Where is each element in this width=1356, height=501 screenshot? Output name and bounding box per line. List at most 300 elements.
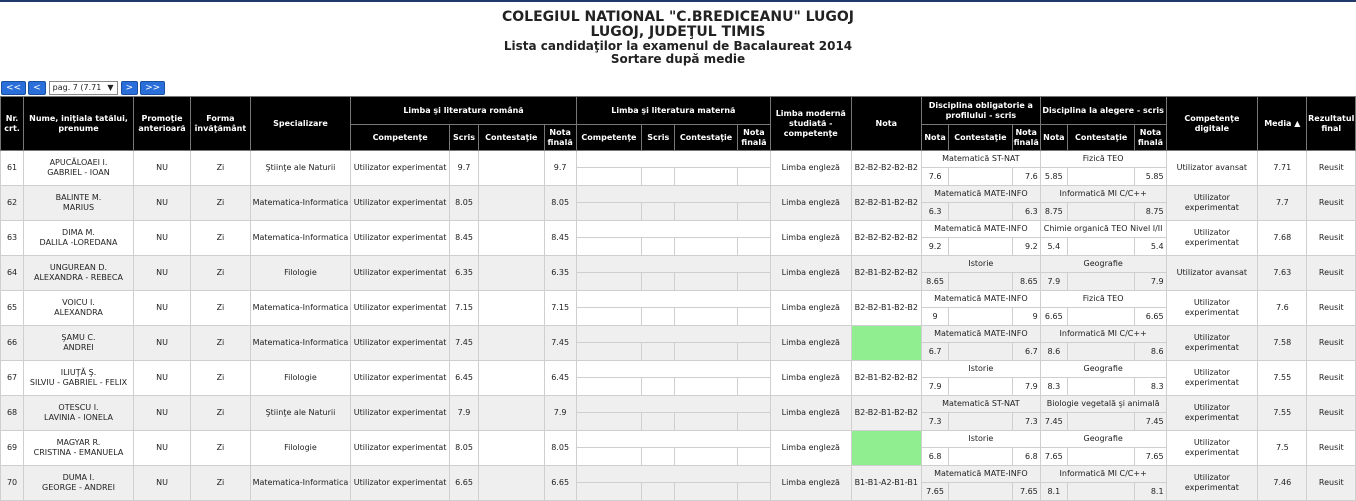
row-nota: B2-B1-B2-B2-B2 (851, 256, 921, 291)
row-ale-nf: 7.9 (1135, 273, 1166, 291)
col-lrom-comp: Competenţe (351, 125, 450, 151)
row-obl-nota: 9 (921, 308, 948, 326)
row-name (24, 431, 134, 466)
row-lmat-cont (675, 413, 737, 431)
row-name (24, 221, 134, 256)
row-obl-subject: Matematică MATE-INFO (921, 186, 1040, 203)
prev-page-button[interactable]: < (28, 81, 46, 95)
row-lmat-scris (642, 378, 675, 396)
row-obl-cont (949, 273, 1012, 291)
row-lmat-top (576, 151, 770, 168)
first-page-button[interactable]: << (1, 81, 26, 95)
row-ale-subject: Informatică MI C/C++ (1040, 326, 1166, 343)
row-lmat-top (576, 466, 770, 483)
row-specializare: Matematica-Informatica (250, 186, 351, 221)
row-obl-cont (949, 238, 1012, 256)
col-alegere: Disciplina la alegere - scris (1040, 97, 1166, 125)
row-lrom-cont (479, 186, 544, 221)
row-ale-nf: 8.1 (1135, 483, 1166, 501)
row-rezultat: Reusit (1307, 151, 1356, 186)
row-specializare: Filologie (250, 256, 351, 291)
row-lmat-cont (675, 238, 737, 256)
list-title: Lista candidaţilor la examenul de Bacalaureat 2014 (503, 39, 853, 53)
row-nr: 66 (1, 326, 24, 361)
row-forma: Zi (191, 431, 250, 466)
col-obligatorie: Disciplina obligatorie a profilului - scris (921, 97, 1040, 125)
row-nota: B2-B1-B2-B2-B2 (851, 361, 921, 396)
row-rezultat: Reusit (1307, 291, 1356, 326)
row-ale-nota: 8.75 (1040, 203, 1067, 221)
row-lmat-nf (737, 483, 770, 501)
row-obl-nf: 8.65 (1012, 273, 1040, 291)
row-lmod: Limba engleză (771, 151, 852, 186)
table-row (1, 396, 1356, 413)
row-nr: 61 (1, 151, 24, 186)
row-lmat-nf (737, 343, 770, 361)
row-ale-nf: 7.65 (1135, 448, 1166, 466)
pagination (1, 80, 167, 95)
row-lmod: Limba engleză (771, 221, 852, 256)
row-obl-cont (949, 308, 1012, 326)
row-lmod: Limba engleză (771, 326, 852, 361)
results-table (0, 96, 1356, 501)
row-obl-subject: Istorie (921, 361, 1040, 378)
row-obl-subject: Istorie (921, 431, 1040, 448)
row-lmat-cont (675, 273, 737, 291)
row-lmat-nf (737, 168, 770, 186)
row-forma: Zi (191, 466, 250, 501)
row-obl-nota: 6.7 (921, 343, 948, 361)
row-lrom-nf: 6.35 (544, 256, 576, 291)
row-nota (851, 431, 921, 466)
row-obl-cont (949, 168, 1012, 186)
row-name (24, 291, 134, 326)
row-ale-subject: Geografie (1040, 256, 1166, 273)
row-promotie: NU (133, 291, 190, 326)
row-obl-nf: 9.2 (1012, 238, 1040, 256)
row-lrom-comp: Utilizator experimentat (351, 326, 450, 361)
row-obl-nota: 6.3 (921, 203, 948, 221)
row-forma: Zi (191, 256, 250, 291)
row-lmat-comp (576, 168, 641, 186)
row-media: 7.55 (1258, 361, 1307, 396)
last-page-button[interactable]: >> (140, 81, 165, 95)
table-row (1, 221, 1356, 238)
row-nota: B2-B2-B1-B2-B2 (851, 186, 921, 221)
col-forma: Forma învăţământ (191, 97, 250, 151)
row-obl-nf: 6.7 (1012, 343, 1040, 361)
row-ale-nf: 8.3 (1135, 378, 1166, 396)
row-ale-cont (1067, 273, 1134, 291)
row-lrom-scris: 7.9 (449, 396, 478, 431)
row-name-initial: ŞAMU C. (61, 333, 96, 342)
row-ale-subject: Biologie vegetală şi animală (1040, 396, 1166, 413)
row-lrom-comp: Utilizator experimentat (351, 466, 450, 501)
row-specializare: Ştiinţe ale Naturii (250, 396, 351, 431)
row-ale-cont (1067, 483, 1134, 501)
row-lmat-top (576, 186, 770, 203)
row-specializare: Matematica-Informatica (250, 221, 351, 256)
row-ale-subject: Geografie (1040, 361, 1166, 378)
row-ale-subject: Geografie (1040, 431, 1166, 448)
row-obl-cont (949, 378, 1012, 396)
page-select-value: pag. 7 (7.71 (52, 82, 102, 92)
row-promotie: NU (133, 361, 190, 396)
row-lmat-nf (737, 413, 770, 431)
row-lmat-nf (737, 378, 770, 396)
row-ale-subject: Informatică MI C/C++ (1040, 466, 1166, 483)
row-lrom-nf: 6.45 (544, 361, 576, 396)
row-digitale: Utilizator experimentat (1166, 361, 1258, 396)
row-lmod: Limba engleză (771, 186, 852, 221)
row-digitale: Utilizator experimentat (1166, 466, 1258, 501)
row-lmat-comp (576, 203, 641, 221)
row-obl-nf: 6.3 (1012, 203, 1040, 221)
row-lmat-nf (737, 238, 770, 256)
row-lmat-top (576, 221, 770, 238)
row-lmat-top (576, 431, 770, 448)
row-lmat-cont (675, 483, 737, 501)
row-digitale: Utilizator experimentat (1166, 431, 1258, 466)
row-name-first: GEORGE - ANDREI (42, 483, 115, 492)
page-header (0, 9, 1356, 66)
row-nota: B2-B2-B2-B2-B2 (851, 151, 921, 186)
row-lrom-nf: 8.05 (544, 431, 576, 466)
row-lrom-scris: 8.05 (449, 431, 478, 466)
row-nr: 64 (1, 256, 24, 291)
row-obl-subject: Matematică ST-NAT (921, 396, 1040, 413)
row-ale-nota: 8.1 (1040, 483, 1067, 501)
row-specializare: Filologie (250, 361, 351, 396)
row-lmat-nf (737, 203, 770, 221)
row-lmat-scris (642, 308, 675, 326)
page-select[interactable] (49, 81, 118, 95)
row-lrom-cont (479, 396, 544, 431)
row-lrom-nf: 8.05 (544, 186, 576, 221)
row-rezultat: Reusit (1307, 466, 1356, 501)
col-lrom-nf: Nota finală (544, 125, 576, 151)
row-rezultat: Reusit (1307, 361, 1356, 396)
row-promotie: NU (133, 256, 190, 291)
row-obl-cont (949, 448, 1012, 466)
row-ale-subject: Chimie organică TEO Nivel I/II (1040, 221, 1166, 238)
table-row (1, 291, 1356, 308)
row-name-first: SILVIU - GABRIEL - FELIX (29, 378, 128, 387)
row-obl-nota: 7.3 (921, 413, 948, 431)
row-specializare: Matematica-Informatica (250, 291, 351, 326)
row-forma: Zi (191, 396, 250, 431)
row-lmat-comp (576, 343, 641, 361)
row-specializare: Ştiinţe ale Naturii (250, 151, 351, 186)
row-ale-nf: 5.85 (1135, 168, 1166, 186)
row-lmat-scris (642, 273, 675, 291)
row-obl-nota: 8.65 (921, 273, 948, 291)
table-row (1, 186, 1356, 203)
row-lmat-comp (576, 378, 641, 396)
row-obl-nota: 7.9 (921, 378, 948, 396)
row-lmat-scris (642, 448, 675, 466)
table-row (1, 326, 1356, 343)
row-ale-cont (1067, 238, 1134, 256)
row-digitale: Utilizator experimentat (1166, 186, 1258, 221)
col-lmat-comp: Competenţe (576, 125, 641, 151)
col-digitale: Competenţe digitale (1166, 97, 1258, 151)
col-ale-nota: Nota (1040, 125, 1067, 151)
row-ale-nota: 8.6 (1040, 343, 1067, 361)
col-obl-nf: Nota finală (1012, 125, 1040, 151)
row-digitale: Utilizator experimentat (1166, 221, 1258, 256)
row-media: 7.68 (1258, 221, 1307, 256)
row-ale-nota: 7.45 (1040, 413, 1067, 431)
row-forma: Zi (191, 361, 250, 396)
next-page-button[interactable]: > (121, 81, 139, 95)
row-name-first: CRISTINA - EMANUELA (33, 448, 124, 457)
row-promotie: NU (133, 431, 190, 466)
row-lmat-cont (675, 448, 737, 466)
row-obl-subject: Matematică MATE-INFO (921, 291, 1040, 308)
row-lrom-cont (479, 326, 544, 361)
row-ale-nota: 7.65 (1040, 448, 1067, 466)
row-lmat-cont (675, 343, 737, 361)
row-rezultat: Reusit (1307, 431, 1356, 466)
row-name-initial: DUMA I. (62, 473, 95, 482)
col-lmat-scris: Scris (642, 125, 675, 151)
row-lrom-scris: 8.05 (449, 186, 478, 221)
row-digitale: Utilizator avansat (1166, 151, 1258, 186)
col-obl-cont: Contestaţie (949, 125, 1012, 151)
row-ale-nf: 8.6 (1135, 343, 1166, 361)
row-ale-nota: 7.9 (1040, 273, 1067, 291)
row-lmat-cont (675, 203, 737, 221)
row-rezultat: Reusit (1307, 256, 1356, 291)
row-ale-nf: 5.4 (1135, 238, 1166, 256)
sort-label: Sortare după medie (610, 52, 746, 66)
table-row (1, 256, 1356, 273)
row-name-first: MARIUS (62, 203, 95, 212)
row-nr: 63 (1, 221, 24, 256)
row-obl-cont (949, 343, 1012, 361)
row-lrom-nf: 8.45 (544, 221, 576, 256)
row-media: 7.7 (1258, 186, 1307, 221)
row-ale-nf: 8.75 (1135, 203, 1166, 221)
row-name-initial: VOICU I. (62, 298, 95, 307)
row-promotie: NU (133, 466, 190, 501)
row-obl-nota: 9.2 (921, 238, 948, 256)
row-lmat-nf (737, 273, 770, 291)
row-lrom-scris: 7.15 (449, 291, 478, 326)
col-lrom-cont: Contestaţie (479, 125, 544, 151)
row-ale-cont (1067, 203, 1134, 221)
row-lmat-cont (675, 378, 737, 396)
row-lmat-nf (737, 308, 770, 326)
row-lmat-cont (675, 168, 737, 186)
row-lmat-scris (642, 168, 675, 186)
row-obl-nota: 6.8 (921, 448, 948, 466)
row-obl-cont (949, 203, 1012, 221)
row-promotie: NU (133, 221, 190, 256)
row-lrom-cont (479, 361, 544, 396)
row-lrom-scris: 6.45 (449, 361, 478, 396)
col-nr: Nr. crt. (1, 97, 24, 151)
row-lmat-nf (737, 448, 770, 466)
row-lrom-scris: 6.35 (449, 256, 478, 291)
row-obl-subject: Matematică ST-NAT (921, 151, 1040, 168)
chevron-down-icon: ▼ (107, 82, 114, 92)
row-forma: Zi (191, 186, 250, 221)
row-forma: Zi (191, 291, 250, 326)
row-lmat-comp (576, 413, 641, 431)
col-lmat-nf: Nota finală (737, 125, 770, 151)
results-body (1, 151, 1356, 501)
row-name-initial: BALINTE M. (55, 193, 102, 202)
col-lmod: Limba modernă studiată - competenţe (771, 97, 852, 151)
col-media-sort[interactable]: Media ▲ (1258, 97, 1307, 151)
row-lrom-nf: 7.15 (544, 291, 576, 326)
row-name-first: ANDREI (63, 343, 94, 352)
row-nota: B2-B2-B1-B2-B2 (851, 291, 921, 326)
row-lrom-scris: 8.45 (449, 221, 478, 256)
row-nota: B2-B2-B1-B2-B2 (851, 396, 921, 431)
row-rezultat: Reusit (1307, 221, 1356, 256)
row-name (24, 186, 134, 221)
row-name (24, 256, 134, 291)
row-lrom-comp: Utilizator experimentat (351, 396, 450, 431)
row-lrom-cont (479, 466, 544, 501)
row-obl-nf: 7.3 (1012, 413, 1040, 431)
row-ale-subject: Informatică MI C/C++ (1040, 186, 1166, 203)
row-ale-nota: 5.4 (1040, 238, 1067, 256)
row-lmat-comp (576, 448, 641, 466)
row-lmod: Limba engleză (771, 361, 852, 396)
row-ale-cont (1067, 308, 1134, 326)
row-name (24, 396, 134, 431)
row-lmod: Limba engleză (771, 431, 852, 466)
row-ale-subject: Fizică TEO (1040, 151, 1166, 168)
row-lrom-comp: Utilizator experimentat (351, 291, 450, 326)
row-lmat-comp (576, 238, 641, 256)
row-obl-nf: 7.6 (1012, 168, 1040, 186)
row-obl-nf: 7.9 (1012, 378, 1040, 396)
school-location: LUGOJ, JUDEŢUL TIMIS (590, 24, 766, 40)
row-media: 7.55 (1258, 396, 1307, 431)
row-forma: Zi (191, 151, 250, 186)
row-media: 7.6 (1258, 291, 1307, 326)
row-obl-subject: Matematică MATE-INFO (921, 221, 1040, 238)
row-ale-nf: 6.65 (1135, 308, 1166, 326)
col-specializare: Specializare (250, 97, 351, 151)
row-lrom-scris: 6.65 (449, 466, 478, 501)
row-promotie: NU (133, 326, 190, 361)
row-nota: B2-B2-B2-B2-B2 (851, 221, 921, 256)
row-lrom-cont (479, 256, 544, 291)
row-lmat-scris (642, 483, 675, 501)
row-obl-cont (949, 413, 1012, 431)
row-name-first: LAVINIA - IONELA (43, 413, 114, 422)
table-row (1, 361, 1356, 378)
row-lrom-cont (479, 291, 544, 326)
row-obl-subject: Istorie (921, 256, 1040, 273)
row-obl-nota: 7.6 (921, 168, 948, 186)
row-lmod: Limba engleză (771, 291, 852, 326)
row-lmod: Limba engleză (771, 396, 852, 431)
row-lmat-top (576, 361, 770, 378)
row-name-first: DALILA -LOREDANA (39, 238, 118, 247)
row-obl-subject: Matematică MATE-INFO (921, 326, 1040, 343)
row-digitale: Utilizator experimentat (1166, 326, 1258, 361)
row-forma: Zi (191, 326, 250, 361)
row-ale-cont (1067, 168, 1134, 186)
table-row (1, 466, 1356, 483)
row-media: 7.63 (1258, 256, 1307, 291)
row-media: 7.46 (1258, 466, 1307, 501)
row-name-initial: OTESCU I. (58, 403, 99, 412)
row-name-first: ALEXANDRA (54, 308, 103, 317)
row-lrom-nf: 6.65 (544, 466, 576, 501)
row-lmat-top (576, 291, 770, 308)
col-lrom-scris: Scris (449, 125, 478, 151)
row-lrom-scris: 9.7 (449, 151, 478, 186)
col-promotie: Promoţie anterioară (133, 97, 190, 151)
col-lrom: Limba şi literatura română (351, 97, 576, 125)
row-rezultat: Reusit (1307, 326, 1356, 361)
row-lrom-comp: Utilizator experimentat (351, 256, 450, 291)
row-lmat-scris (642, 413, 675, 431)
row-lrom-comp: Utilizator experimentat (351, 186, 450, 221)
row-lrom-nf: 9.7 (544, 151, 576, 186)
row-name-initial: UNGUREAN D. (49, 263, 108, 272)
row-promotie: NU (133, 396, 190, 431)
row-name-first: ALEXANDRA - REBECA (34, 273, 123, 282)
row-nr: 67 (1, 361, 24, 396)
row-lmat-comp (576, 273, 641, 291)
row-ale-cont (1067, 413, 1134, 431)
row-lmat-cont (675, 308, 737, 326)
row-obl-nf: 7.65 (1012, 483, 1040, 501)
row-nr: 70 (1, 466, 24, 501)
row-name (24, 151, 134, 186)
table-row (1, 151, 1356, 168)
table-row (1, 431, 1356, 448)
row-lmat-comp (576, 483, 641, 501)
row-lrom-comp: Utilizator experimentat (351, 431, 450, 466)
top-border (0, 0, 1356, 2)
row-lrom-cont (479, 431, 544, 466)
row-lrom-comp: Utilizator experimentat (351, 221, 450, 256)
row-nr: 68 (1, 396, 24, 431)
row-lmat-scris (642, 343, 675, 361)
col-lmat-cont: Contestaţie (675, 125, 737, 151)
row-lmod: Limba engleză (771, 256, 852, 291)
row-lmat-comp (576, 308, 641, 326)
row-lrom-nf: 7.9 (544, 396, 576, 431)
row-name-first: GABRIEL - IOAN (47, 168, 110, 177)
row-obl-cont (949, 483, 1012, 501)
row-lmat-top (576, 396, 770, 413)
row-obl-nf: 6.8 (1012, 448, 1040, 466)
row-name (24, 466, 134, 501)
row-lmat-scris (642, 238, 675, 256)
row-lrom-cont (479, 151, 544, 186)
row-media: 7.58 (1258, 326, 1307, 361)
row-ale-subject: Fizică TEO (1040, 291, 1166, 308)
row-forma: Zi (191, 221, 250, 256)
col-nota: Nota (851, 97, 921, 151)
col-lmat: Limba şi literatura maternă (576, 97, 770, 125)
row-lmat-scris (642, 203, 675, 221)
school-name: COLEGIUL NATIONAL "C.BREDICEANU" LUGOJ (501, 9, 855, 25)
row-ale-nota: 6.65 (1040, 308, 1067, 326)
row-ale-cont (1067, 343, 1134, 361)
